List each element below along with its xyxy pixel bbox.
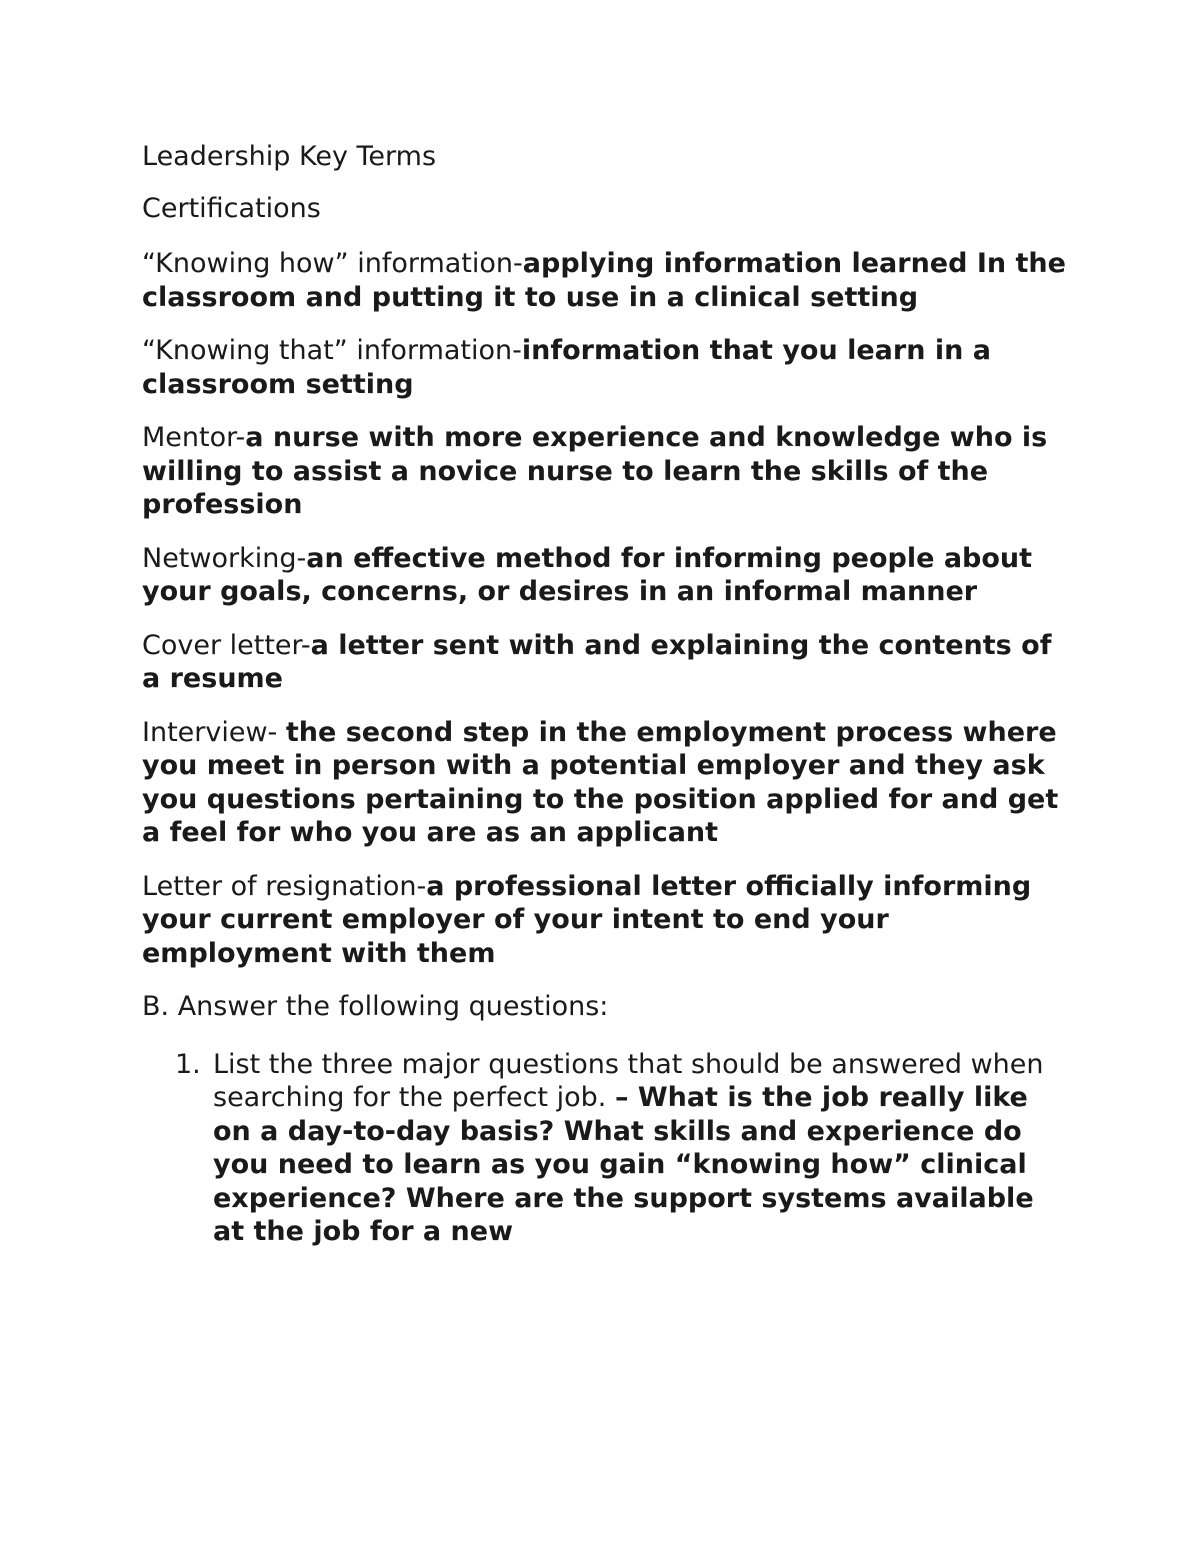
term-entry [142, 629, 1067, 696]
term-entry [142, 542, 1067, 609]
document-title: Leadership Key Terms [142, 141, 437, 172]
section-certifications: Certifications [142, 192, 321, 224]
term-definition: information that you learn in a classroom setting [142, 335, 991, 400]
term-entry [142, 421, 1067, 522]
term-label: “Knowing that” information- [142, 335, 522, 366]
term-label: Letter of resignation- [142, 870, 427, 902]
question-text: List the three major questions that should be answered when searching for the perfect job. [213, 1048, 1044, 1113]
question-answer: – What is the job really like on a day-to-day basis? What skills and experience do you need to learn as you gain “knowing how” clinical experience? Where are the support systems available at the job for a new [213, 1082, 1034, 1247]
document-page [142, 140, 1067, 1249]
term-entry [142, 870, 1067, 971]
term-definition: a professional letter officially informing your current employer of your intent to end your employment with them [142, 870, 1032, 969]
term-entry [142, 247, 1067, 314]
term-entry [142, 334, 1067, 401]
term-label: Cover letter- [142, 629, 311, 661]
term-definition: a letter sent with and explaining the contents of a resume [142, 629, 1052, 694]
question-list [142, 1048, 1067, 1249]
term-definition: the second step in the employment process where you meet in person with a potential employer and they ask you questions pertaining to the position applied for and get a feel for who you are as an applicant [142, 716, 1059, 848]
term-entry [142, 716, 1067, 850]
term-label: Mentor- [142, 422, 246, 453]
question-item [142, 1048, 1067, 1249]
term-label: “Knowing how” information- [142, 248, 523, 279]
term-label: Networking- [142, 542, 307, 574]
term-definition: a nurse with more experience and knowledge who is willing to assist a novice nurse to learn the skills of the profession [142, 422, 1048, 520]
section-heading: B. Answer the following questions: [142, 991, 609, 1022]
question-number: 1. [175, 1048, 201, 1080]
term-label: Interview- [142, 716, 286, 748]
term-definition: an effective method for informing people about your goals, concerns, or desires in an informal manner [142, 542, 1033, 607]
term-definition: applying information learned In the classroom and putting it to use in a clinical setting [142, 248, 1066, 313]
